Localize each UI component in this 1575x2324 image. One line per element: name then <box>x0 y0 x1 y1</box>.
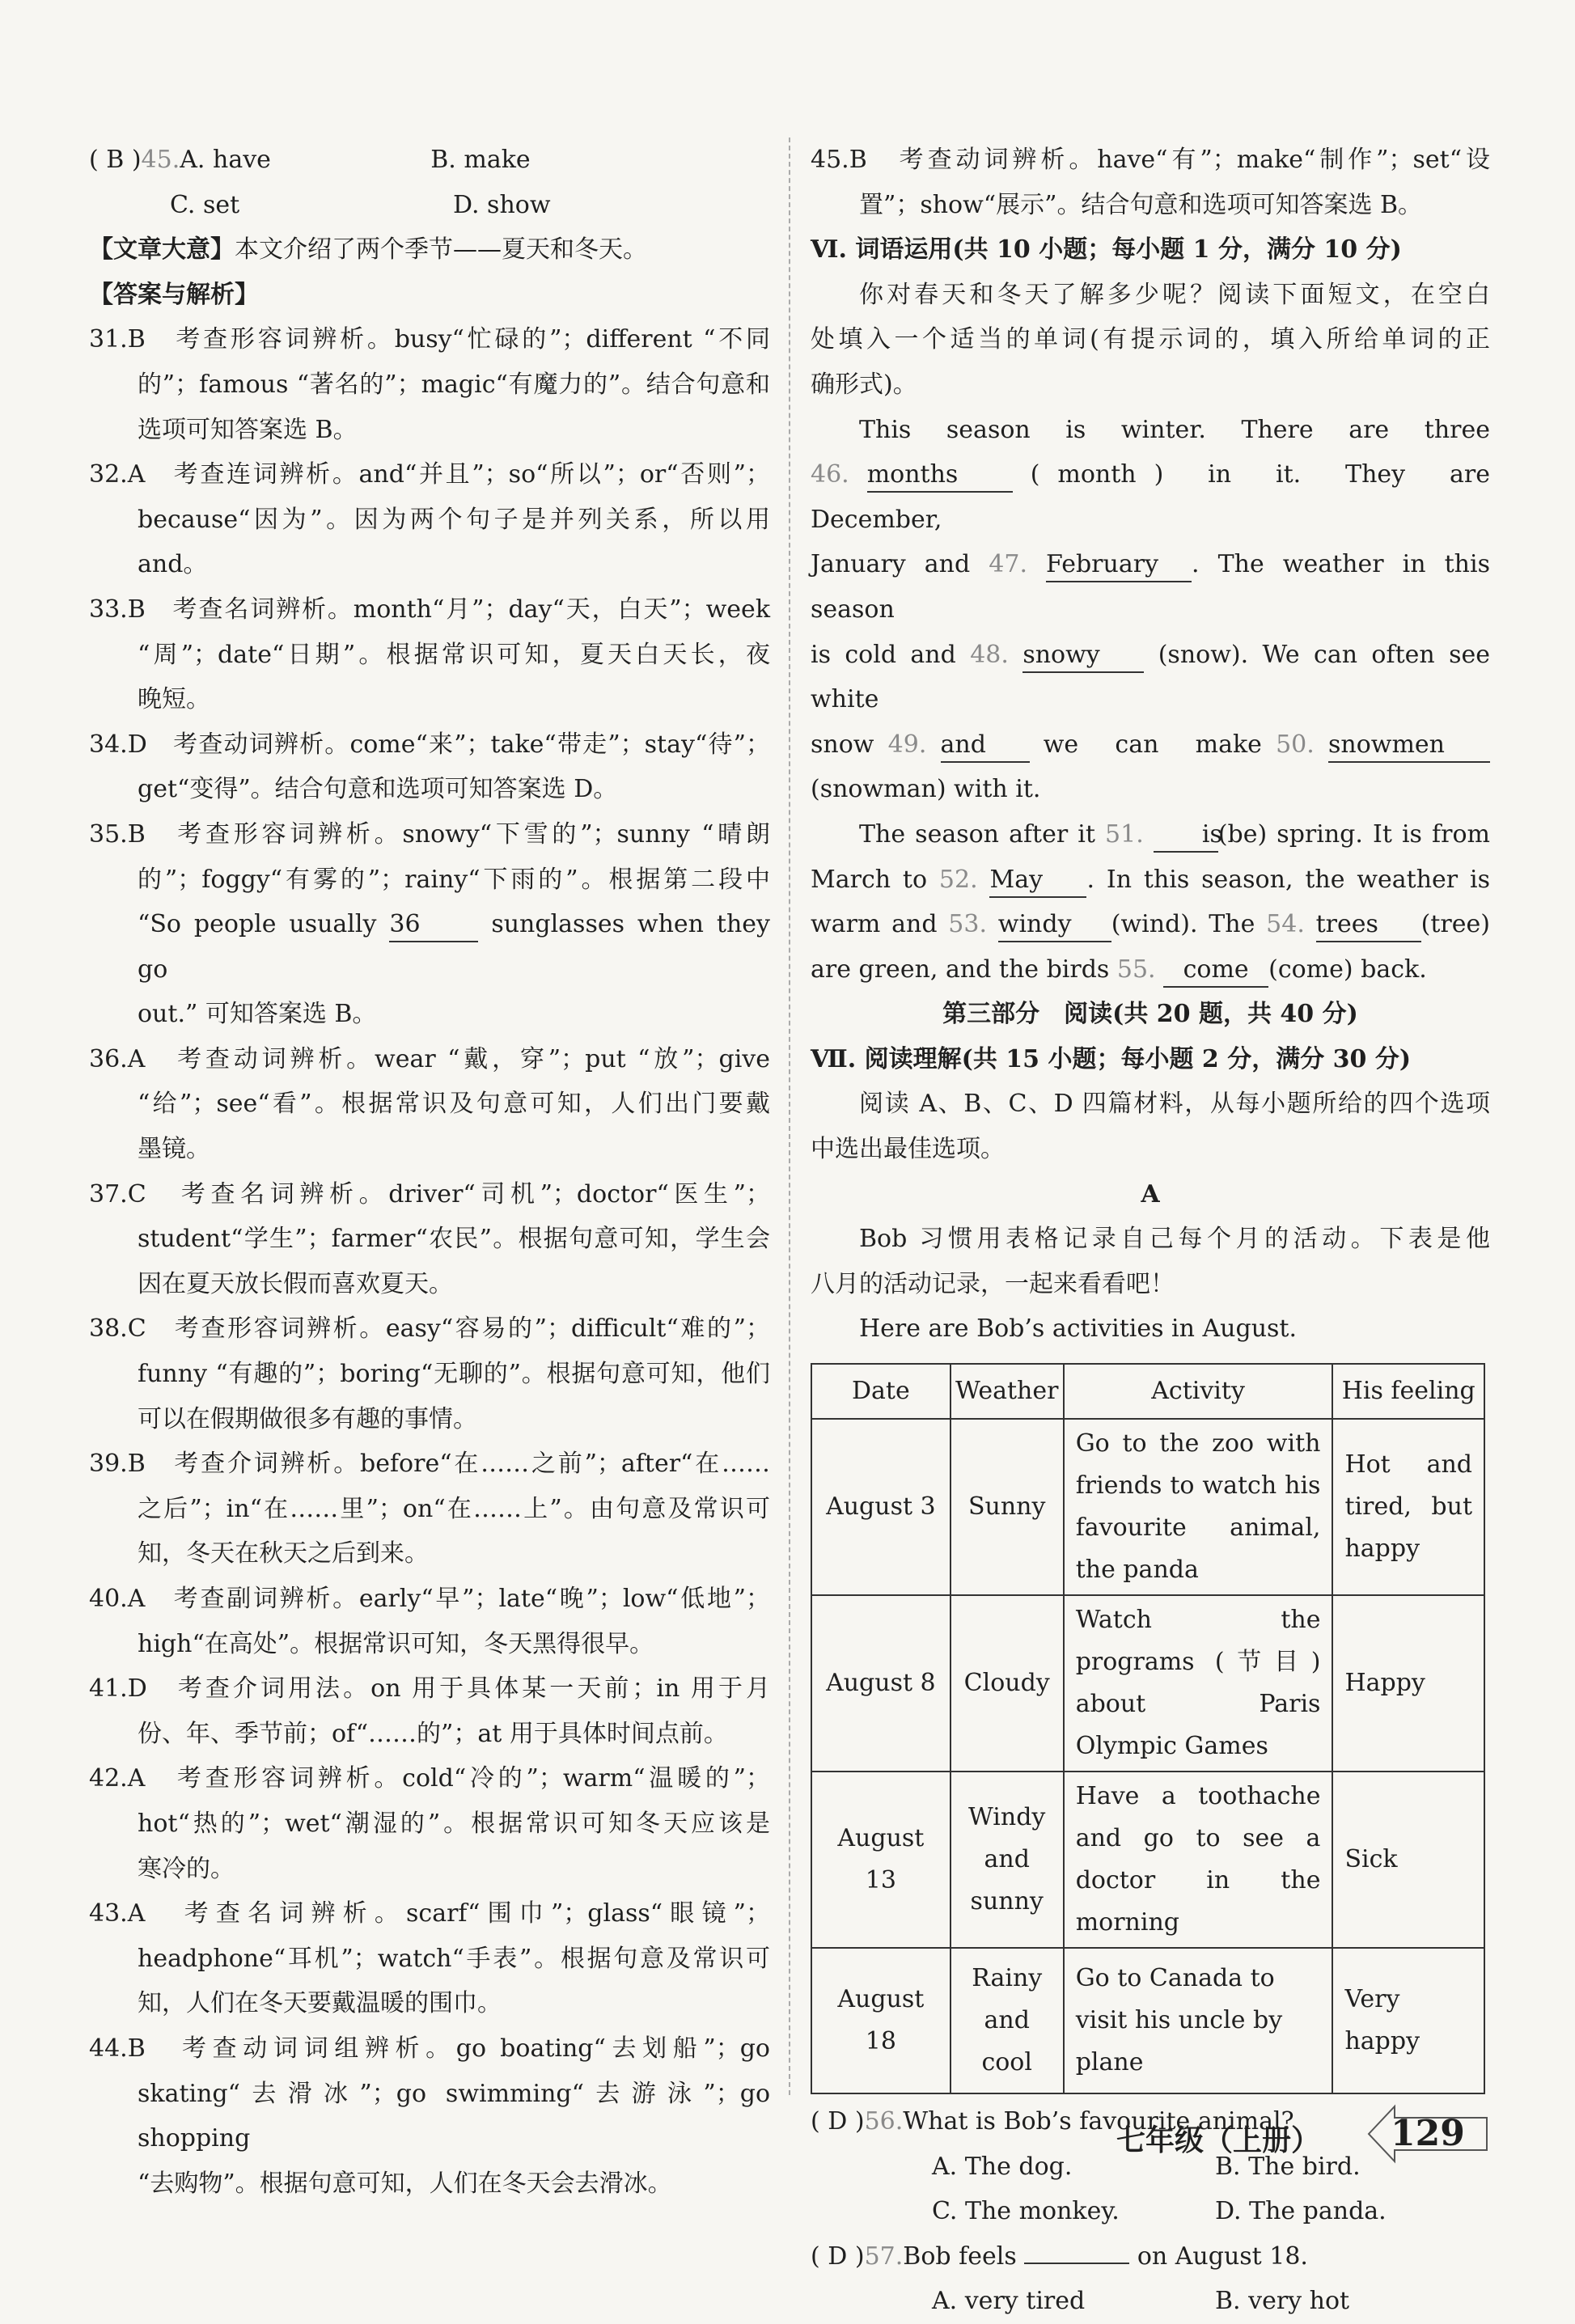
table-row: August 3 Sunny Go to the zoo with friends to watch his favourite animal, the panda Hot and tired, but happy <box>811 1419 1484 1595</box>
answers-heading: 【答案与解析】 <box>89 280 259 309</box>
explanation-37: 37.C 考查名词辨析。driver“司机”；doctor“医生”； student“学生”；farmer“农民”。根据句意可知，学生会 因在夏天放长假而喜欢夏天。 <box>89 1179 770 1298</box>
blank-48: snowy <box>1022 639 1144 673</box>
passage-lead: Here are Bob’s activities in August. <box>859 1314 1298 1344</box>
explanation-43: 43.A 考查名词辨析。scarf“围巾”；glass“眼镜”； headphone“耳机”；watch“手表”。根据句意及常识可 知，人们在冬天要戴温暖的围巾。 <box>89 1899 770 2018</box>
table-header-row <box>811 1364 1484 1419</box>
blank-53: windy <box>998 908 1111 942</box>
question-45: ( B )45.A. have B. make <box>89 146 531 174</box>
explanation-31: 31.B 考查形容词辨析。busy“忙碌的”；different “不同 的”；famous “著名的”；magic“有魔力的”。结合句意和 选项可知答案选 B。 <box>89 325 770 444</box>
blank-52: May <box>989 864 1086 898</box>
summary: 【文章大意】本文介绍了两个季节——夏天和冬天。 <box>89 235 647 265</box>
answer-letter: D <box>828 2241 848 2271</box>
explanation-35: 35.B 考查形容词辨析。snowy“下雪的”；sunny “晴朗 的”；foggy“有雾的”；rainy“下雨的”。根据第二段中 “So people usually 36 sunglasses when they go out.” 可知答案选 B。 <box>89 819 771 1029</box>
page-number-badge <box>1367 2102 1488 2166</box>
question-57: ( D )57.Bob feels on August 18. <box>811 2241 1308 2271</box>
table-row: August 8 Cloudy Watch the programs (节目) about Paris Olympic Games Happy <box>811 1595 1484 1772</box>
question-57-options: A. very tired B. very hot <box>932 2287 1350 2316</box>
section-6-title: Ⅵ. 词语运用(共 10 小题；每小题 1 分，满分 10 分) <box>811 235 1402 265</box>
part-3-title: 第三部分 阅读(共 20 题，共 40 分) <box>942 1000 1358 1029</box>
blank-51: is <box>1154 819 1218 853</box>
explanation-40: 40.A 考查副词辨析。early“早”；late“晚”；low“低地”； high“在高处”。根据常识可知，冬天黑得很早。 <box>89 1585 770 1658</box>
blank-49: and <box>941 729 1030 763</box>
column-divider <box>789 138 790 2095</box>
blank-46: months <box>867 459 1013 493</box>
table-row: August 13 Windy and sunny Have a toothache and go to see a doctor in the morning Sick <box>811 1772 1484 1948</box>
explanation-34: 34.D 考查动词辨析。come“来”；take“带走”；stay“待”； get“变得”。结合句意和选项可知答案选 D。 <box>89 730 770 804</box>
explanation-35-quote: “So people usually 36 sunglasses when they go <box>138 910 771 984</box>
section-6-intro: 你对春天和冬天了解多少呢？阅读下面短文，在空白 <box>859 280 1490 309</box>
right-column: 45.B 考查动词辨析。have“有”；make“制作”；set“设 置”；show“展示”。结合句意和选项可知答案选 B。 Ⅵ. 词语运用(共 10 小题；每小题 1 分，满分 10 分) 你对春天和冬天了解多少呢？阅读下面短文，在空白 处填入一个适当的单词(有提示词的，填入所给单词的正 确形式)。 This season is winter. There are three 46. months ( month ) in it. They are December, January and 47. February . The weather in this season is cold and 48. snowy (snow). We can often see white snow 49. and we can make 50. snowmen (snowman) with it. The season after it 51. is(be) spring. It is from March to 52. May . In this season, the weather is warm and 53. windy (wind). The 54. trees (tree) are green, and the birds 55. come (come) back. 第三部分 阅读(共 20 题，共 40 分) Ⅶ. 阅读理解(共 15 小题；每小题 2 分，满分 30 分) 阅读 A、B、C、D 四篇材料，从每小题所给的四个选项 中选出最佳选项。 A Bob 习惯用表格记录自己每个月的活动。下表是他 八月的活动记录，一起来看看吧！ Here are Bob’s activities in August. Date Weather Activity His feeling August 3 Sunny Go to the zoo with friends to watch his favourite animal, the panda Hot and tired, but happy August 8 Cloudy Watch the programs (节目) about Paris Olympic Games Happy August 13 Windy and sunny Have a toothache and go to see a doctor in the morning Sick August 18 Rainy and cool Go to Canada to visit his uncle by plane Very happy ( D )56.What is Bob’s favourite animal? A. The dog. B. The bird. C. The monkey. D. The panda. ( D )57.Bob feels on August 18. A. very tired B. very hot <box>811 138 1490 2324</box>
left-column <box>89 138 770 2206</box>
passage-intro: Bob 习惯用表格记录自己每个月的活动。下表是他 <box>859 1225 1490 1254</box>
answer-letter: D <box>828 2107 848 2136</box>
question-56-options-1: A. The dog. B. The bird. <box>932 2152 1361 2181</box>
question-56: ( D )56.What is Bob’s favourite animal? <box>811 2107 1294 2136</box>
explanation-36: 36.A 考查动词辨析。wear “戴，穿”；put “放”；give “给”；see“看”。根据常识及句意可知，人们出门要戴 墨镜。 <box>89 1044 770 1164</box>
activity-table <box>811 1363 1485 2094</box>
grade-label: 七年级（上册） <box>1116 2124 1321 2157</box>
blank-55: come <box>1163 954 1268 988</box>
header-weather: Weather <box>951 1364 1064 1419</box>
header-date: Date <box>811 1364 951 1419</box>
question-56-options-2: C. The monkey. D. The panda. <box>932 2197 1387 2226</box>
passage-label: A <box>1141 1179 1160 1209</box>
page-number: 129 <box>1391 2113 1465 2154</box>
cloze-passage: This season is winter. There are three 46. months ( month ) in it. They are December, January and 47. February . The weather in this season is cold and 48. snowy (snow). We can often see white snow 49. and we can make 50. snowmen (snowman) with it. The season after it 51. is(be) spring. It is from March to 52. May . In this season, the weather is warm and 53. windy (wind). The 54. trees (tree) are green, and the birds 55. come (come) back. <box>811 408 1490 993</box>
explanation-38: 38.C 考查形容词辨析。easy“容易的”；difficult“难的”； funny “有趣的”；boring“无聊的”。根据句意可知，他们 可以在假期做很多有趣的事情。 <box>89 1314 770 1433</box>
explanation-33: 33.B 考查名词辨析。month“月”；day“天，白天”；week “周”；date“日期”。根据常识可知，夏天白天长，夜 晚短。 <box>89 595 770 714</box>
table-row: August 18 Rainy and cool Go to Canada to visit his uncle by plane Very happy <box>811 1948 1484 2093</box>
explanation-39: 39.B 考查介词辨析。before“在……之前”；after“在…… 之后”；in“在……里”；on“在……上”。由句意及常识可 知，冬天在秋天之后到来。 <box>89 1450 770 1568</box>
blank-47: February <box>1046 548 1192 582</box>
explanation-44: 44.B 考查动词词组辨析。go boating“去划船”；go skating“去滑冰”；go swimming“去游泳”；go shopping “去购物”。根据句意可知，人们在冬天会去滑冰。 <box>89 2034 770 2198</box>
blank-57 <box>1024 2263 1129 2264</box>
explanation-42: 42.A 考查形容词辨析。cold“冷的”；warm“温暖的”； hot“热的”；wet“潮湿的”。根据常识可知冬天应该是 寒冷的。 <box>89 1764 770 1883</box>
header-feeling: His feeling <box>1332 1364 1484 1419</box>
question-45-options-2: C. set D. show <box>170 190 551 219</box>
section-7-intro: 阅读 A、B、C、D 四篇材料，从每小题所给的四个选项 <box>859 1090 1490 1119</box>
blank-50: snowmen <box>1328 729 1490 763</box>
blank-54: trees <box>1316 908 1421 942</box>
explanation-41: 41.D 考查介词用法。on 用于具体某一天前；in 用于月 份、年、季节前；of“……的”；at 用于具体时间点前。 <box>89 1674 770 1748</box>
header-activity: Activity <box>1064 1364 1333 1419</box>
section-7-title: Ⅶ. 阅读理解(共 15 小题；每小题 2 分，满分 30 分) <box>811 1044 1412 1073</box>
answer-letter: B <box>106 146 125 174</box>
explanation-32: 32.A 考查连词辨析。and“并且”；so“所以”；or“否则”； because“因为”。因为两个句子是并列关系，所以用 and。 <box>89 460 770 579</box>
explanation-45: 45.B 考查动词辨析。have“有”；make“制作”；set“设 置”；show“展示”。结合句意和选项可知答案选 B。 <box>811 146 1490 219</box>
